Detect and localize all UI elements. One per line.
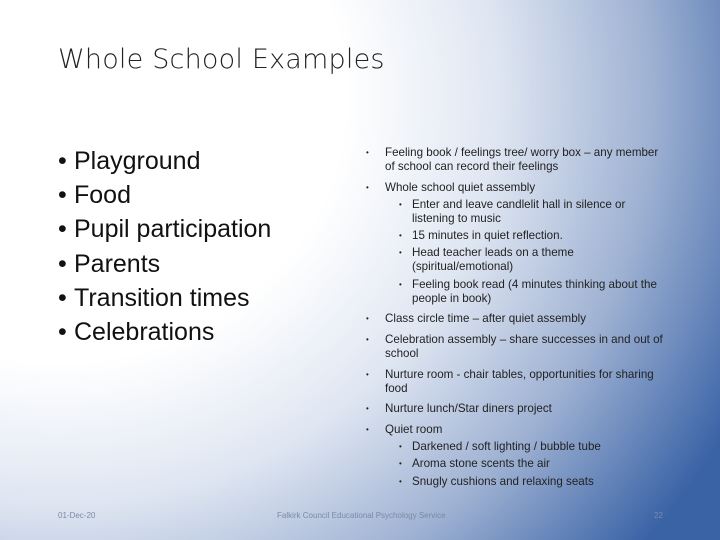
sub-list-item <box>385 278 667 306</box>
sub-list-item <box>385 246 667 274</box>
sub-list-item <box>385 198 667 226</box>
bullet-icon: • <box>366 314 369 324</box>
list-item-text: Nurture lunch/Star diners project <box>385 402 552 416</box>
list-item-text: Nurture room - chair tables, opportunities for sharing food <box>385 367 654 395</box>
right-bullet-list <box>362 146 667 495</box>
sub-list-item <box>385 229 667 243</box>
list-item-text: Parents <box>74 249 161 278</box>
list-item <box>58 212 271 246</box>
list-item <box>58 247 271 281</box>
list-item <box>362 181 667 306</box>
bullet-icon: • <box>366 182 369 192</box>
footer-organization: Falkirk Council Educational Psychology Service <box>277 511 446 520</box>
list-item-text: Feeling book / feelings tree/ worry box – any member of school can record their feelings <box>385 146 659 173</box>
list-item-text: Pupil participation <box>74 215 272 244</box>
footer-date: 01-Dec-20 <box>58 511 96 520</box>
sub-list <box>385 198 667 306</box>
bullet-icon: • <box>366 334 369 344</box>
bullet-icon: • <box>366 369 369 379</box>
list-item-text: Celebrations <box>74 318 215 347</box>
sub-list-item <box>385 440 667 454</box>
bullet-icon: • <box>58 249 67 278</box>
bullet-icon: • <box>58 215 67 244</box>
list-item-text: Playground <box>74 147 201 175</box>
list-item <box>362 146 667 174</box>
list-item <box>362 368 667 396</box>
list-item <box>58 315 271 349</box>
sub-list-item-text: Head teacher leads on a theme (spiritual/emotional) <box>412 246 574 274</box>
bullet-icon: • <box>399 441 402 451</box>
sub-list <box>385 440 667 489</box>
sub-list-item-text: Snugly cushions and relaxing seats <box>412 474 594 488</box>
list-item <box>58 281 271 315</box>
list-item-text: Food <box>74 181 131 210</box>
bullet-icon: • <box>58 181 67 210</box>
sub-list-item-text: 15 minutes in quiet reflection. <box>412 228 563 242</box>
bullet-icon: • <box>58 318 67 347</box>
list-item-text: Class circle time – after quiet assembly <box>385 312 587 326</box>
page-number: 22 <box>654 511 663 520</box>
sub-list-item-text: Darkened / soft lighting / bubble tube <box>412 439 601 453</box>
sub-list-item-text: Aroma stone scents the air <box>412 457 550 471</box>
bullet-icon: • <box>399 279 402 289</box>
sub-list-item-text: Feeling book read (4 minutes thinking about the people in book) <box>412 277 657 305</box>
sub-list-item <box>385 475 667 489</box>
list-item-text: Quiet room <box>385 422 443 436</box>
bullet-icon: • <box>366 424 369 434</box>
bullet-icon: • <box>58 283 67 312</box>
bullet-icon: • <box>366 404 369 414</box>
list-item <box>58 144 271 178</box>
sub-list-item <box>385 457 667 471</box>
list-item <box>362 333 667 361</box>
bullet-icon: • <box>399 476 402 486</box>
bullet-icon: • <box>366 148 369 157</box>
list-item <box>362 423 667 489</box>
list-item <box>362 402 667 416</box>
slide-title: Whole School Examples <box>58 44 385 75</box>
left-bullet-list <box>58 144 271 349</box>
list-item-text: Transition times <box>74 283 250 312</box>
bullet-icon: • <box>399 459 402 469</box>
list-item-text: Celebration assembly – share successes in and out of school <box>385 332 663 360</box>
bullet-icon: • <box>399 199 402 209</box>
list-item-text: Whole school quiet assembly <box>385 180 536 194</box>
list-item <box>58 178 271 212</box>
bullet-icon: • <box>399 230 402 240</box>
bullet-icon: • <box>58 147 67 175</box>
sub-list-item-text: Enter and leave candlelit hall in silence or listening to music <box>412 197 626 225</box>
bullet-icon: • <box>399 248 402 258</box>
list-item <box>362 312 667 326</box>
